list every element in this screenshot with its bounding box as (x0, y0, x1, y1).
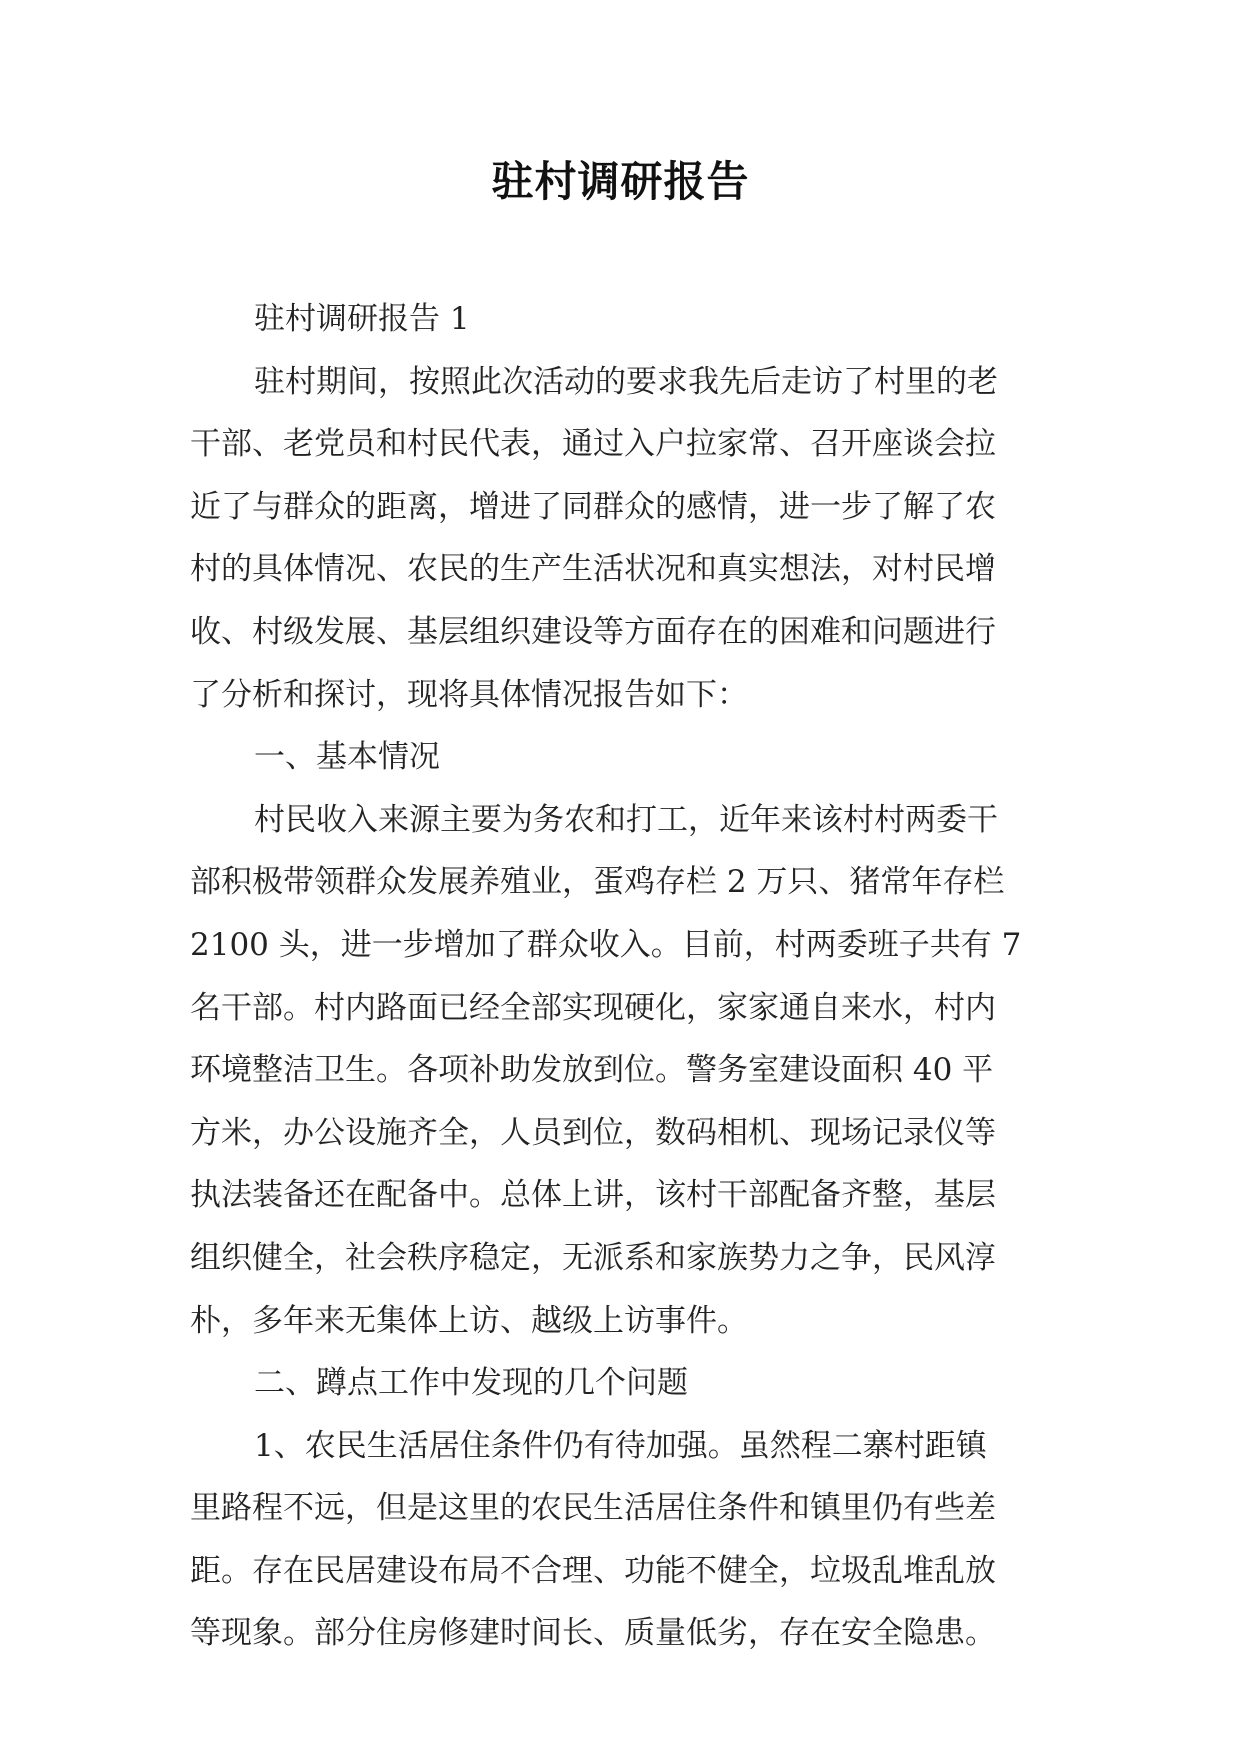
paragraph-line: 2100 头，进一步增加了群众收入。目前，村两委班子共有 7 (190, 926, 1022, 963)
section-heading-problems: 二、蹲点工作中发现的几个问题 (254, 1365, 688, 1402)
paragraph-line: 部积极带领群众发展养殖业，蛋鸡存栏 2 万只、猪常年存栏 (190, 864, 1005, 901)
paragraph-line: 里路程不远，但是这里的农民生活居住条件和镇里仍有些差 (190, 1490, 996, 1527)
paragraph-line: 等现象。部分住房修建时间长、质量低劣，存在安全隐患。 (190, 1615, 996, 1652)
paragraph-line: 干部、老党员和村民代表，通过入户拉家常、召开座谈会拉 (190, 426, 996, 463)
paragraph-line: 了分析和探讨，现将具体情况报告如下： (190, 676, 748, 713)
paragraph-line: 名干部。村内路面已经全部实现硬化，家家通自来水，村内 (190, 989, 996, 1026)
section-heading-report-1: 驻村调研报告 1 (254, 301, 470, 337)
paragraph-line: 收、村级发展、基层组织建设等方面存在的困难和问题进行 (190, 613, 996, 650)
paragraph-line: 村的具体情况、农民的生产生活状况和真实想法，对村民增 (190, 551, 996, 588)
paragraph-line: 组织健全，社会秩序稳定，无派系和家族势力之争，民风淳 (190, 1239, 996, 1276)
document-body (190, 288, 1050, 1665)
paragraph-line: 执法装备还在配备中。总体上讲，该村干部配备齐整，基层 (190, 1177, 996, 1214)
document-title: 驻村调研报告 (491, 157, 750, 206)
paragraph-line: 环境整洁卫生。各项补助发放到位。警务室建设面积 40 平 (190, 1052, 994, 1089)
paragraph-line: 朴，多年来无集体上访、越级上访事件。 (190, 1302, 748, 1339)
paragraph-line: 方米，办公设施齐全，人员到位，数码相机、现场记录仪等 (190, 1114, 996, 1151)
paragraph-line: 距。存在民居建设布局不合理、功能不健全，垃圾乱堆乱放 (190, 1552, 996, 1589)
section-heading-basic-situation: 一、基本情况 (254, 739, 440, 776)
paragraph-line: 近了与群众的距离，增进了同群众的感情，进一步了解了农 (190, 488, 996, 525)
paragraph-line: 1、农民生活居住条件仍有待加强。虽然程二寨村距镇 (254, 1427, 987, 1464)
paragraph-line: 村民收入来源主要为务农和打工，近年来该村村两委干 (254, 801, 998, 838)
paragraph-line: 驻村期间，按照此次活动的要求我先后走访了村里的老 (254, 363, 998, 400)
